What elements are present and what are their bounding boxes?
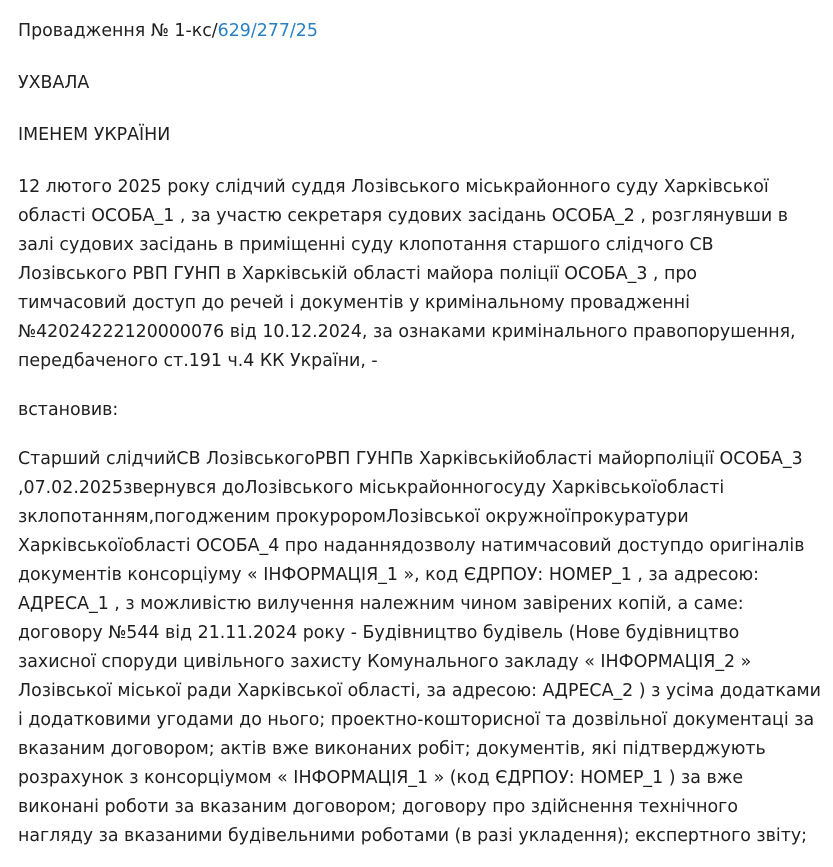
paragraph-line: договору №544 від 21.11.2024 року - Будівництво будівель (Нове будівництво: [18, 623, 740, 643]
paragraph-line: виконані роботи за вказаним договором; договору про здійснення технічного: [18, 797, 738, 817]
paragraph-line: документів консорціуму « ІНФОРМАЦІЯ_1 », код ЄДРПОУ: НОМЕР_1 , за адресою:: [18, 565, 759, 585]
document-subtitle: ІМЕНЕМ УКРАЇНИ: [18, 125, 171, 145]
paragraph-line: і додатковими угодами до нього; проектно-кошторисної та дозвільної документаці за: [18, 710, 815, 730]
paragraph-line: №42024222120000076 від 10.12.2024, за ознаками кримінального правопорушення,: [18, 322, 796, 342]
paragraph-line: Харківськоїобласті ОСОБА_4 про наданнядозволу натимчасовий доступдо оригіналів: [18, 536, 805, 556]
paragraph-line: передбаченого ст.191 ч.4 КК України, -: [18, 351, 378, 371]
intro-paragraph: [18, 173, 818, 376]
paragraph-line: вказаним договором; актів вже виконаних робіт; документів, які підтверджують: [18, 739, 766, 759]
paragraph-line: нагляду за вказаними будівельними роботами (в разі укладення); експертного звіту;: [18, 826, 807, 846]
case-number: [18, 17, 818, 46]
paragraph-line: Лозівської міської ради Харківської області, за адресою: АДРЕСА_2 ) з усіма додатками: [18, 681, 821, 701]
document-type-heading: УХВАЛА: [18, 73, 90, 93]
court-ruling-document: [18, 17, 821, 851]
paragraph-line: АДРЕСА_1 , з можливістю вилучення належним чином завірених копій, а саме:: [18, 594, 744, 614]
case-number-link[interactable]: 629/277/25: [217, 21, 318, 41]
paragraph-line: 12 лютого 2025 року слідчий суддя Лозівського міськрайонного суду Харківської: [18, 177, 769, 197]
paragraph-line: області ОСОБА_1 , за участю секретаря судових засідань ОСОБА_2 , розглянувши в: [18, 206, 788, 226]
paragraph-line: Старший слідчийСВ ЛозівськогоРВП ГУНПв Харківськійобласті майорполіції ОСОБА_3: [18, 449, 803, 469]
paragraph-line: тимчасовий доступ до речей і документів у кримінальному провадженні: [18, 293, 690, 313]
established-label: встановив:: [18, 400, 119, 420]
paragraph-line: зклопотанням,погодженим прокуроромЛозівської окружноїпрокуратури: [18, 507, 689, 527]
paragraph-line: залі судових засідань в приміщенні суду клопотання старшого слідчого СВ: [18, 235, 714, 255]
paragraph-line: захисної споруди цивільного захисту Комунального закладу « ІНФОРМАЦІЯ_2 »: [18, 652, 752, 672]
paragraph-line: розрахунок з консорціумом « ІНФОРМАЦІЯ_1 » (код ЄДРПОУ: НОМЕР_1 ) за вже: [18, 768, 744, 788]
paragraph-line: ,07.02.2025звернувся доЛозівського міськрайонногосуду Харківськоїобласті: [18, 478, 725, 498]
paragraph-line: Лозівського РВП ГУНП в Харківській області майора поліції ОСОБА_3 , про: [18, 264, 698, 284]
body-paragraph: [18, 445, 821, 851]
case-number-prefix: Провадження № 1-кс/: [18, 21, 218, 41]
